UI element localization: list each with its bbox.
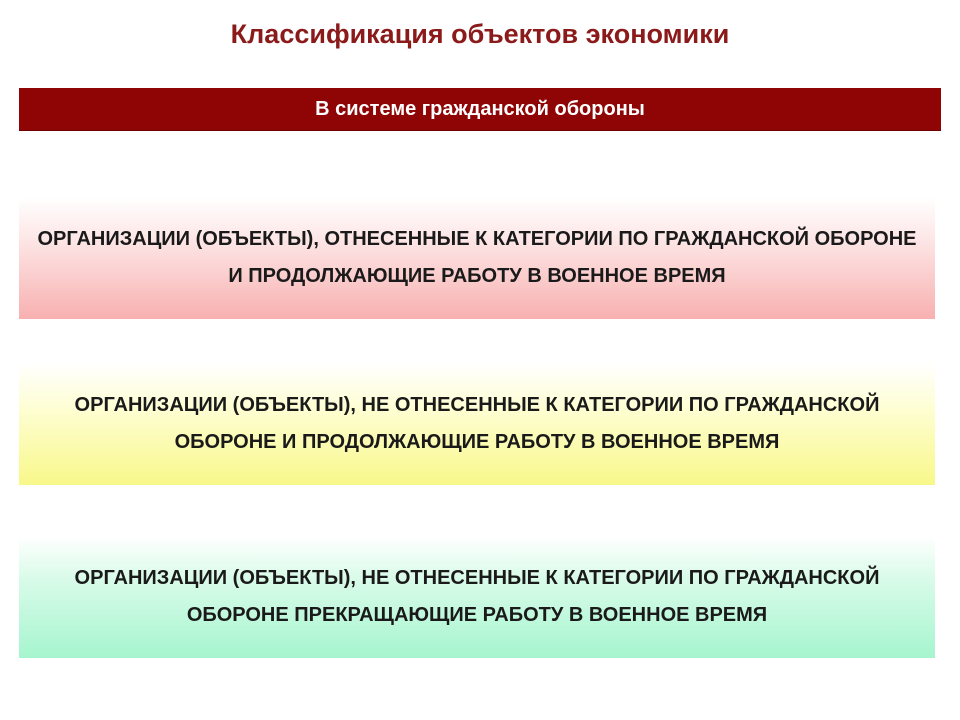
category-box-gd-category-continuing: ОРГАНИЗАЦИИ (ОБЪЕКТЫ), ОТНЕСЕННЫЕ К КАТЕГОРИИ ПО ГРАЖДАНСКОЙ ОБОРОНЕ И ПРОДОЛЖАЮЩИЕ РАБОТУ В ВОЕННОЕ ВРЕМЯ [19, 197, 935, 319]
slide-title: Классификация объектов экономики [230, 19, 730, 49]
category-box-non-category-continuing: ОРГАНИЗАЦИИ (ОБЪЕКТЫ), НЕ ОТНЕСЕННЫЕ К КАТЕГОРИИ ПО ГРАЖДАНСКОЙ ОБОРОНЕ И ПРОДОЛЖАЮЩИЕ РАБОТУ В ВОЕННОЕ ВРЕМЯ [19, 363, 935, 485]
subtitle-bar: В системе гражданской обороны [19, 88, 941, 130]
category-box-non-category-stopping: ОРГАНИЗАЦИИ (ОБЪЕКТЫ), НЕ ОТНЕСЕННЫЕ К КАТЕГОРИИ ПО ГРАЖДАНСКОЙ ОБОРОНЕ ПРЕКРАЩАЮЩИЕ РАБОТУ В ВОЕННОЕ ВРЕМЯ [19, 536, 935, 658]
